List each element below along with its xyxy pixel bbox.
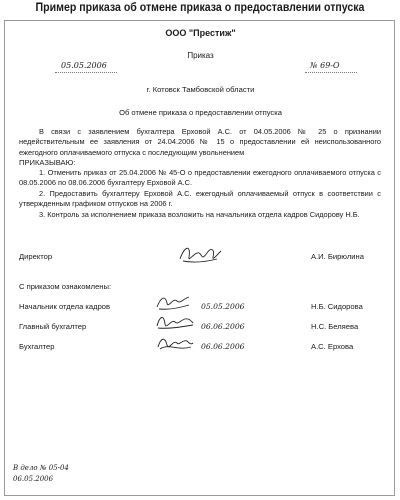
signature-erkhova — [155, 331, 195, 353]
page-title: Пример приказа об отмене приказа о предоставлении отпуска — [35, 2, 365, 14]
archive-note-date: 06.05.2006 — [13, 475, 54, 483]
acquainted-title-3: Бухгалтер — [19, 342, 55, 351]
director-name: А.И. Бирюлина — [311, 252, 364, 261]
order-place: г. Котовск Тамбовской области — [146, 85, 255, 94]
director-title: Директор — [19, 252, 53, 261]
order-date: 05.05.2006 — [61, 61, 107, 70]
order-item-1: 1. Отменить приказ от 25.04.2006 № 45-О о предоставлении ежегодного оплачиваемого отпуска с 08.05.2006 по 08.06.2006 бухгалтеру Ерховой А.С. — [19, 168, 381, 188]
acquainted-date-3: 06.06.2006 — [201, 342, 245, 351]
signature-sidorova — [155, 291, 193, 313]
acquainted-date-1: 05.05.2006 — [201, 302, 245, 311]
signature-belyaeva — [155, 311, 195, 333]
organization-name: ООО "Престиж" — [165, 28, 236, 38]
acquainted-title-1: Начальник отдела кадров — [19, 302, 111, 311]
acquainted-date-2: 06.06.2006 — [201, 322, 245, 331]
archive-note-file: В дело № 05-04 — [13, 464, 69, 472]
acquainted-label: С приказом ознакомлены: — [19, 282, 112, 291]
order-document — [4, 20, 395, 496]
number-underline — [305, 72, 357, 73]
acquainted-name-1: Н.Б. Сидорова — [311, 302, 363, 311]
document-type: Приказ — [187, 51, 214, 60]
date-underline — [55, 72, 117, 73]
order-word: ПРИКАЗЫВАЮ: — [19, 158, 76, 167]
order-subject: Об отмене приказа о предоставлении отпуска — [119, 108, 282, 117]
order-item-2: 2. Предоставить бухгалтеру Ерховой А.С. ежегодный оплачиваемый отпуск в соответствии с утвержденным графиком отпусков на 2006 г. — [19, 189, 381, 209]
order-preamble: В связи с заявлением бухгалтера Ерховой А.С. от 04.05.2006 № 25 о признании недействительным ее заявления от 24.04.2006 № 15 о предоставлении ей неиспользованного ежегодного оплачиваемого отпуска с последующим увольнением — [19, 127, 381, 157]
order-item-3: 3. Контроль за исполнением приказа возложить на начальника отдела кадров Сидорову Н.Б. — [39, 210, 360, 219]
acquainted-title-2: Главный бухгалтер — [19, 322, 87, 331]
director-signature — [177, 241, 223, 267]
acquainted-name-3: А.С. Ерхова — [311, 342, 354, 351]
acquainted-name-2: Н.С. Беляева — [311, 322, 359, 331]
order-number: № 69-О — [310, 61, 340, 70]
